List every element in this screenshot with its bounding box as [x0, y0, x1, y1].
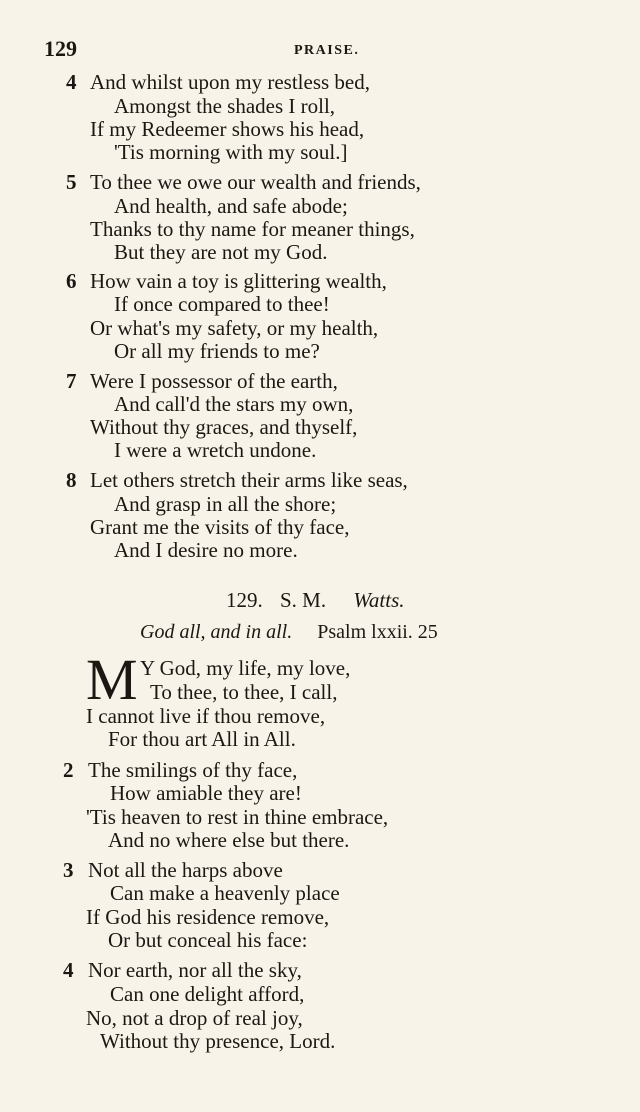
hymn-theme: God all, and in all.: [140, 621, 293, 643]
verse-line: And grasp in all the shore;: [114, 492, 337, 516]
verse-line: And call'd the stars my own,: [114, 392, 354, 416]
verse-line: Or all my friends to me?: [114, 339, 320, 363]
stanza-number: 3: [63, 858, 74, 882]
running-title: PRAISE.: [294, 43, 360, 58]
verse-line: Without thy graces, and thyself,: [90, 415, 358, 439]
verse-line: No, not a drop of real joy,: [86, 1006, 303, 1030]
verse-line: 'Tis heaven to rest in thine embrace,: [86, 805, 389, 829]
verse-line: If my Redeemer shows his head,: [90, 117, 365, 141]
verse-line: Not all the harps above: [88, 858, 283, 882]
verse-line: I were a wretch undone.: [114, 438, 317, 462]
verse-line: To thee we owe our wealth and friends,: [90, 170, 421, 194]
verse-line: How vain a toy is glittering wealth,: [90, 269, 387, 293]
verse-line: 'Tis morning with my soul.]: [114, 140, 348, 164]
verse-line: Can make a heavenly place: [110, 881, 340, 905]
scripture-reference: Psalm lxxii. 25: [317, 621, 438, 643]
drop-cap: M: [86, 647, 138, 712]
verse-line: And whilst upon my restless bed,: [90, 70, 370, 94]
verse-line: Or what's my safety, or my health,: [90, 316, 379, 340]
verse-line: How amiable they are!: [110, 781, 302, 805]
verse-line: For thou art All in All.: [108, 727, 296, 751]
verse-line: Thanks to thy name for meaner things,: [90, 217, 415, 241]
verse-line: Were I possessor of the earth,: [90, 369, 338, 393]
hymn-subtitle: [140, 621, 438, 644]
verse-line: To thee, to thee, I call,: [150, 680, 338, 704]
verse-line: The smilings of thy face,: [88, 758, 298, 782]
stanza-number: 8: [66, 468, 77, 492]
verse-line: Or but conceal his face:: [108, 928, 308, 952]
hymn-heading: [226, 588, 405, 613]
verse-line: And no where else but there.: [108, 828, 350, 852]
verse-line: And I desire no more.: [114, 538, 298, 562]
hymn-author: Watts.: [353, 588, 405, 612]
verse-line: I cannot live if thou remove,: [86, 704, 326, 728]
verse-line: Can one delight afford,: [110, 982, 305, 1006]
verse-line: And health, and safe abode;: [114, 194, 348, 218]
stanza-number: 5: [66, 170, 77, 194]
stanza-number: 2: [63, 758, 74, 782]
page-number: 129: [44, 36, 77, 61]
stanza-number: 4: [63, 958, 74, 982]
verse-line: Let others stretch their arms like seas,: [90, 468, 408, 492]
verse-line: Nor earth, nor all the sky,: [88, 958, 302, 982]
verse-line: Amongst the shades I roll,: [114, 94, 336, 118]
hymn-number: 129.: [226, 588, 263, 612]
verse-line: Y God, my life, my love,: [140, 656, 351, 680]
hymn-meter: S. M.: [280, 588, 327, 612]
verse-line: But they are not my God.: [114, 240, 328, 264]
page-header: [44, 36, 600, 62]
verse-line: If God his residence remove,: [86, 905, 330, 929]
stanza-number: 4: [66, 70, 77, 94]
verse-line: Grant me the visits of thy face,: [90, 515, 350, 539]
stanza-number: 6: [66, 269, 77, 293]
verse-line: If once compared to thee!: [114, 292, 330, 316]
verse-line: Without thy presence, Lord.: [100, 1029, 336, 1053]
stanza-number: 7: [66, 369, 77, 393]
